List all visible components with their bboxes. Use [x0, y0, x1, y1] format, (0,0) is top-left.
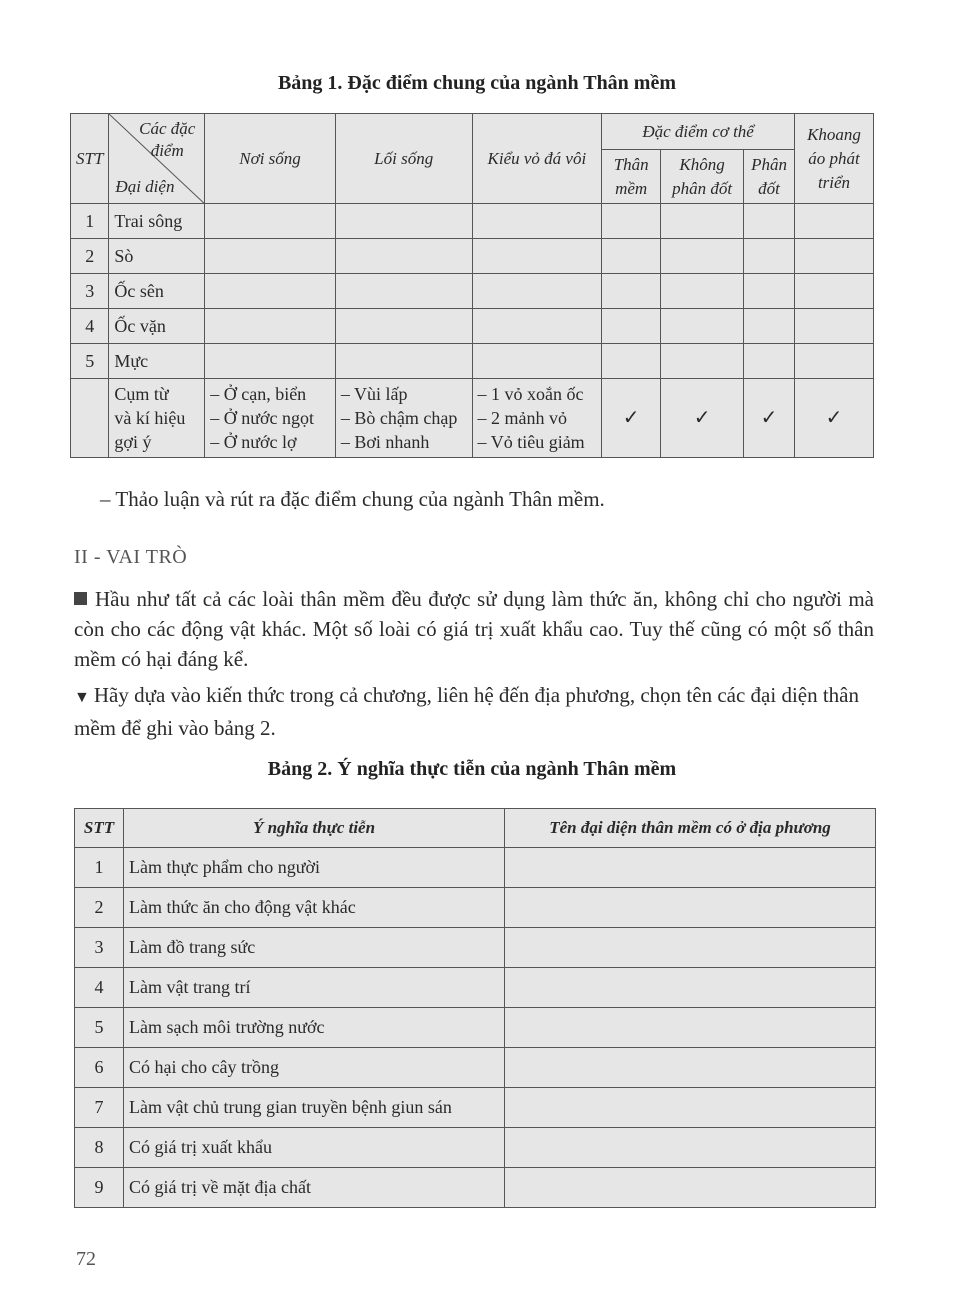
unsegmented-cell[interactable] [661, 239, 744, 274]
lifestyle-cell[interactable] [335, 344, 472, 379]
row-number: 8 [75, 1128, 124, 1168]
representative-name: Ốc vặn [109, 309, 205, 344]
shell-cell[interactable] [472, 309, 602, 344]
t1-header-mantle: Khoang áo phát triển [795, 114, 874, 204]
mantle-cell[interactable] [795, 204, 874, 239]
t2-header-local-name: Tên đại diện thân mềm có ở địa phương [505, 809, 876, 848]
meaning-cell: Làm vật trang trí [124, 968, 505, 1008]
table-row [71, 274, 874, 309]
table-row [71, 344, 874, 379]
t1-header-segmented: Phân đốt [744, 150, 795, 204]
representative-name: Trai sông [109, 204, 205, 239]
table-row [71, 309, 874, 344]
row-number: 6 [75, 1048, 124, 1088]
row-number: 5 [75, 1008, 124, 1048]
discussion-text: – Thảo luận và rút ra đặc điểm chung của ngành Thân mềm. [100, 487, 605, 511]
habitat-cell[interactable] [205, 274, 336, 309]
checkmark-icon: ✓ [795, 379, 874, 458]
t1-header-diagonal [109, 114, 205, 204]
hint-habitat-line: – Ở nước lợ [210, 432, 297, 452]
lifestyle-cell[interactable] [335, 204, 472, 239]
hint-shell-line: – 1 vỏ xoắn ốc [477, 384, 584, 404]
local-name-cell[interactable] [505, 1048, 876, 1088]
table2-practical-meaning [74, 808, 876, 1208]
t1-header-unsegmented: Không phân đốt [661, 150, 744, 204]
shell-cell[interactable] [472, 274, 602, 309]
hint-label [109, 379, 205, 458]
shell-cell[interactable] [472, 239, 602, 274]
table1-caption: Bảng 1. Đặc điểm chung của ngành Thân mềm [277, 72, 677, 94]
lifestyle-cell[interactable] [335, 309, 472, 344]
shell-cell[interactable] [472, 204, 602, 239]
table-row [75, 888, 876, 928]
row-number: 1 [71, 204, 109, 239]
meaning-cell: Có giá trị xuất khẩu [124, 1128, 505, 1168]
mantle-cell[interactable] [795, 239, 874, 274]
representative-name: Sò [109, 239, 205, 274]
soft-body-cell[interactable] [602, 344, 661, 379]
mantle-cell[interactable] [795, 309, 874, 344]
table-row [75, 1008, 876, 1048]
hint-shell-line: – 2 mảnh vỏ [477, 408, 568, 428]
representative-name: Ốc sên [109, 274, 205, 309]
segmented-cell[interactable] [744, 204, 795, 239]
unsegmented-cell[interactable] [661, 204, 744, 239]
mantle-cell[interactable] [795, 274, 874, 309]
unsegmented-cell[interactable] [661, 274, 744, 309]
habitat-cell[interactable] [205, 204, 336, 239]
unsegmented-cell[interactable] [661, 309, 744, 344]
segmented-cell[interactable] [744, 239, 795, 274]
table-row [75, 968, 876, 1008]
soft-body-cell[interactable] [602, 204, 661, 239]
table-row [75, 1128, 876, 1168]
hint-shell-line: – Vỏ tiêu giảm [477, 432, 585, 452]
checkmark-icon: ✓ [744, 379, 795, 458]
meaning-cell: Làm thức ăn cho động vật khác [124, 888, 505, 928]
paragraph-role-text: Hầu như tất cả các loài thân mềm đều được sử dụng làm thức ăn, không chỉ cho người mà còn cho các động vật khác. Một số loài có giá trị xuất khẩu cao. Tuy thế cũng có một số thân mềm có hại đáng kể. [74, 587, 874, 671]
checkmark-icon: ✓ [602, 379, 661, 458]
meaning-cell: Làm đồ trang sức [124, 928, 505, 968]
meaning-cell: Làm sạch môi trường nước [124, 1008, 505, 1048]
hint-label-line: và kí hiệu [114, 408, 186, 428]
t1-header-lifestyle: Lối sống [335, 114, 472, 204]
hint-lifestyle-line: – Vùi lấp [340, 384, 408, 404]
paragraph-task [74, 680, 874, 743]
hint-empty-stt [71, 379, 109, 458]
row-number: 3 [75, 928, 124, 968]
meaning-cell: Có hại cho cây trồng [124, 1048, 505, 1088]
row-number: 1 [75, 848, 124, 888]
hint-shell [472, 379, 602, 458]
t1-header-representative: Đại diện [115, 177, 175, 196]
habitat-cell[interactable] [205, 344, 336, 379]
row-number: 5 [71, 344, 109, 379]
t1-header-features: Các đặc điểm [139, 119, 196, 160]
hint-habitat-line: – Ở cạn, biển [210, 384, 307, 404]
paragraph-role [74, 584, 874, 674]
segmented-cell[interactable] [744, 274, 795, 309]
representative-name: Mực [109, 344, 205, 379]
mantle-cell[interactable] [795, 344, 874, 379]
row-number: 4 [75, 968, 124, 1008]
table1-characteristics [70, 113, 874, 458]
hint-label-line: gợi ý [114, 432, 152, 452]
local-name-cell[interactable] [505, 1128, 876, 1168]
local-name-cell[interactable] [505, 1168, 876, 1208]
lifestyle-cell[interactable] [335, 274, 472, 309]
meaning-cell: Làm thực phẩm cho người [124, 848, 505, 888]
t2-header-stt: STT [75, 809, 124, 848]
triangle-bullet-icon: ▼ [74, 689, 90, 706]
soft-body-cell[interactable] [602, 309, 661, 344]
paragraph-task-text: Hãy dựa vào kiến thức trong cả chương, liên hệ đến địa phương, chọn tên các đại diện thân mềm để ghi vào bảng 2. [74, 683, 860, 740]
local-name-cell[interactable] [505, 848, 876, 888]
meaning-cell: Có giá trị về mặt địa chất [124, 1168, 505, 1208]
table-row [71, 204, 874, 239]
square-bullet-icon [74, 592, 87, 605]
table-row [75, 1168, 876, 1208]
table-row [75, 1048, 876, 1088]
section-title: II - VAI TRÒ [74, 546, 188, 568]
t1-header-body: Đặc điểm cơ thể [602, 114, 795, 150]
unsegmented-cell[interactable] [661, 344, 744, 379]
row-number: 7 [75, 1088, 124, 1128]
table-row [75, 1088, 876, 1128]
checkmark-icon: ✓ [661, 379, 744, 458]
hint-lifestyle [335, 379, 472, 458]
table-row [75, 928, 876, 968]
local-name-cell[interactable] [505, 888, 876, 928]
local-name-cell[interactable] [505, 1008, 876, 1048]
t1-header-stt: STT [71, 114, 109, 204]
meaning-cell: Làm vật chủ trung gian truyền bệnh giun sán [124, 1088, 505, 1128]
table-row [75, 848, 876, 888]
t1-header-shell: Kiểu vỏ đá vôi [472, 114, 602, 204]
habitat-cell[interactable] [205, 239, 336, 274]
hint-habitat [205, 379, 336, 458]
row-number: 2 [71, 239, 109, 274]
row-number: 9 [75, 1168, 124, 1208]
segmented-cell[interactable] [744, 309, 795, 344]
table-row [71, 239, 874, 274]
hint-label-line: Cụm từ [114, 384, 169, 404]
t1-header-habitat: Nơi sống [205, 114, 336, 204]
hint-habitat-line: – Ở nước ngọt [210, 408, 314, 428]
shell-cell[interactable] [472, 344, 602, 379]
t1-header-soft-body: Thân mềm [602, 150, 661, 204]
lifestyle-cell[interactable] [335, 239, 472, 274]
page-number: 72 [76, 1248, 96, 1270]
local-name-cell[interactable] [505, 1088, 876, 1128]
local-name-cell[interactable] [505, 968, 876, 1008]
row-number: 4 [71, 309, 109, 344]
soft-body-cell[interactable] [602, 274, 661, 309]
local-name-cell[interactable] [505, 928, 876, 968]
row-number: 2 [75, 888, 124, 928]
hint-lifestyle-line: – Bơi nhanh [340, 432, 430, 452]
hint-lifestyle-line: – Bò chậm chạp [340, 408, 458, 428]
row-number: 3 [71, 274, 109, 309]
segmented-cell[interactable] [744, 344, 795, 379]
soft-body-cell[interactable] [602, 239, 661, 274]
habitat-cell[interactable] [205, 309, 336, 344]
hint-row [71, 379, 874, 458]
t2-header-meaning: Ý nghĩa thực tiễn [124, 809, 505, 848]
table2-caption: Bảng 2. Ý nghĩa thực tiễn của ngành Thân mềm [267, 758, 677, 780]
